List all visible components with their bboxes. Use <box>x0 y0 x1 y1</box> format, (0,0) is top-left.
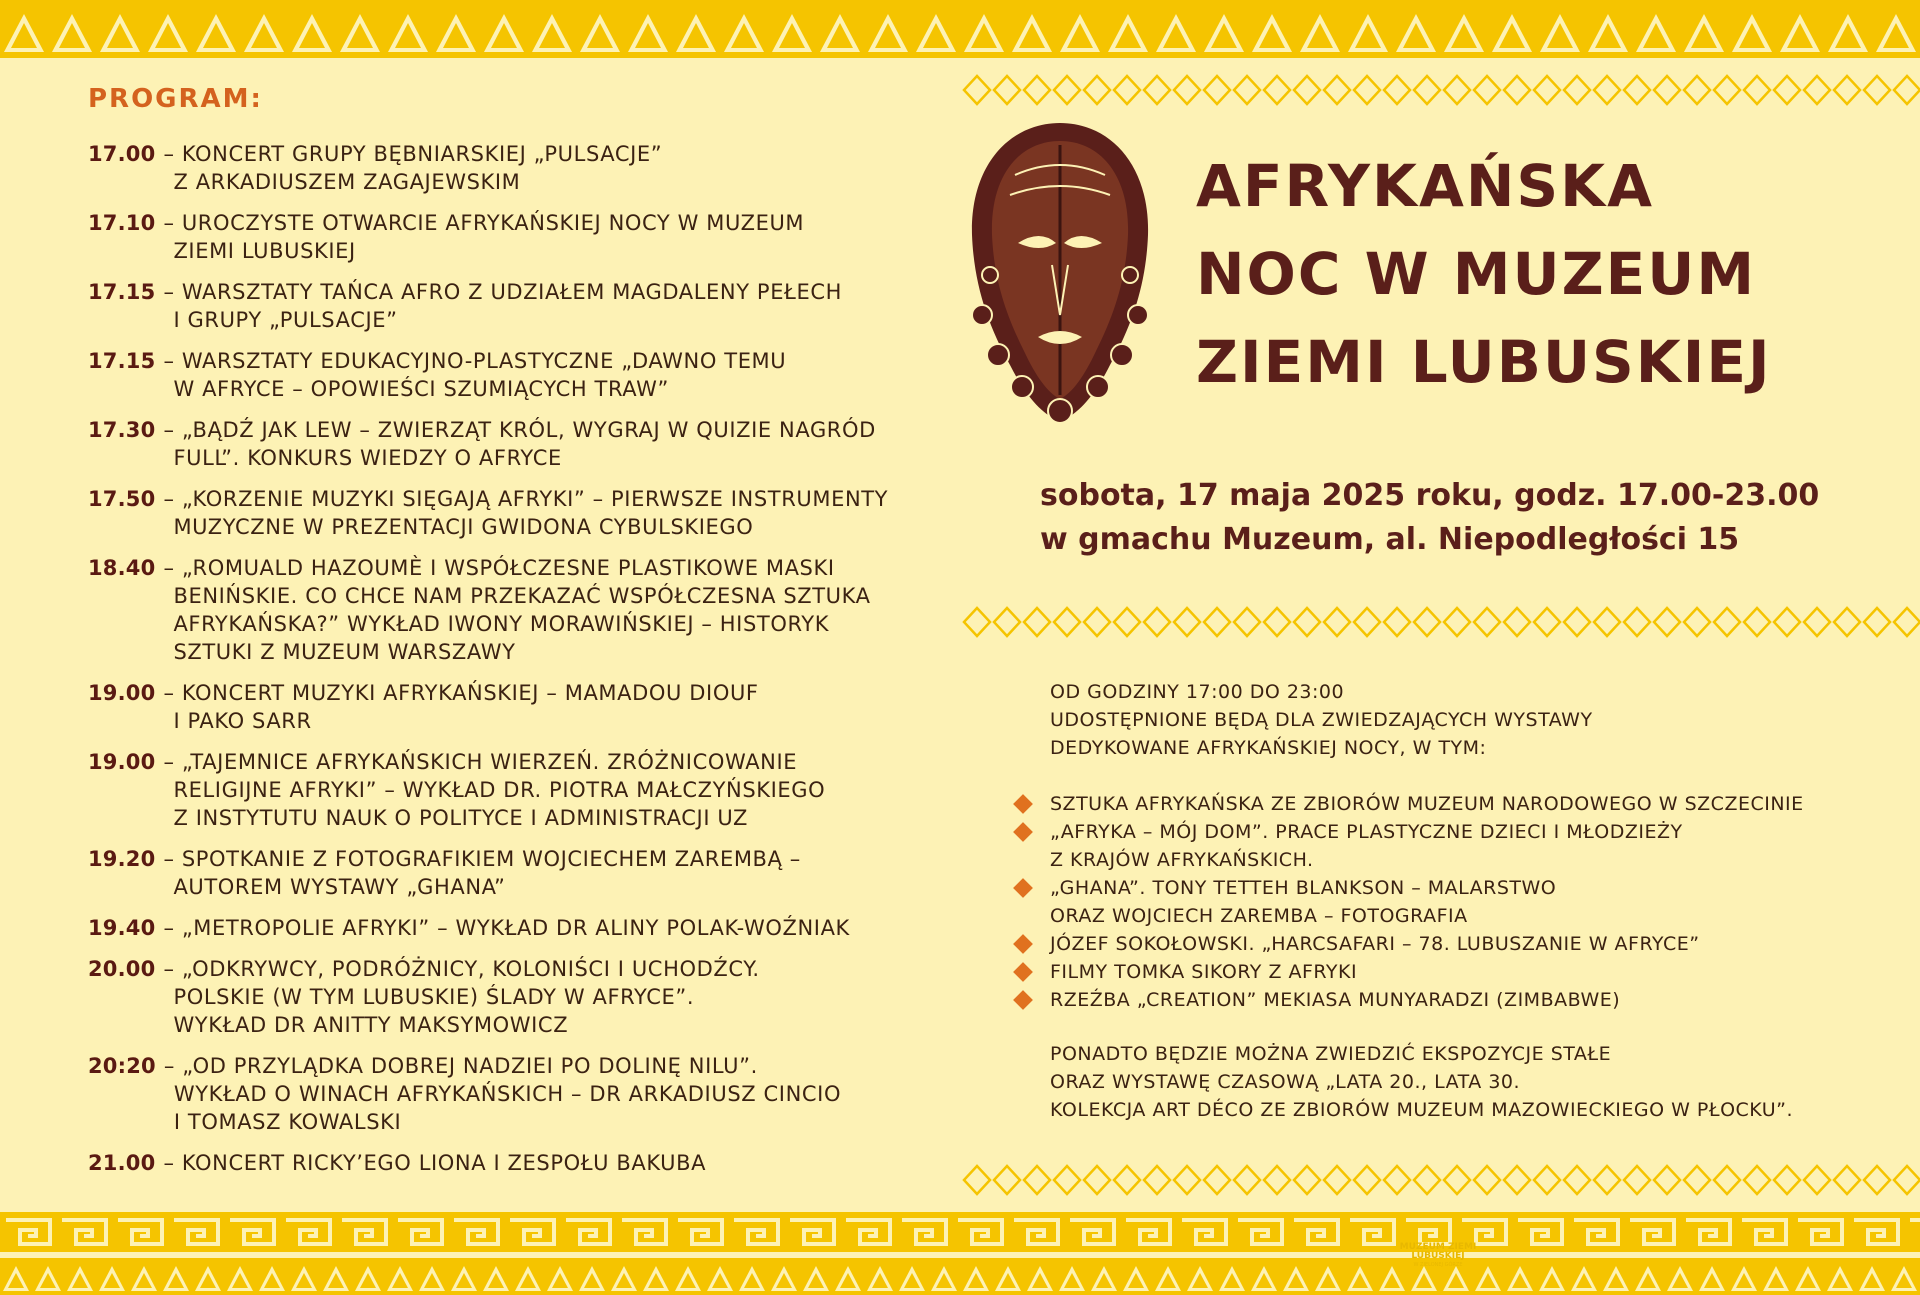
exhibitions-extra <box>1050 1040 1793 1124</box>
program-description-line: – „KORZENIE MUZYKI SIĘGAJĄ AFRYKI” – PIERWSZE INSTRUMENTY <box>163 487 889 511</box>
diamond-bullet-icon <box>1013 962 1033 982</box>
program-time: 17.30 <box>88 418 156 442</box>
diamond-band-middle <box>962 604 1920 640</box>
program-item <box>88 416 928 472</box>
program-description <box>155 278 928 334</box>
title-line: ZIEMI LUBUSKIEJ <box>1196 328 1772 396</box>
program-description-line: W AFRYCE – OPOWIEŚCI SZUMIĄCYCH TRAW” <box>173 377 669 401</box>
program-description-line: SZTUKI Z MUZEUM WARSZAWY <box>173 640 516 664</box>
program-description <box>155 347 928 403</box>
program-time: 19.20 <box>88 847 156 871</box>
program-description-line: Z INSTYTUTU NAUK O POLITYCE I ADMINISTRACJI UZ <box>173 806 748 830</box>
program-description <box>156 1052 928 1136</box>
program-description-line: ZIEMI LUBUSKIEJ <box>173 239 356 263</box>
program-description <box>155 679 928 735</box>
diamond-bullet-icon <box>1013 794 1033 814</box>
program-description <box>155 554 928 666</box>
title-line: AFRYKAŃSKA <box>1196 152 1654 220</box>
program-item <box>88 485 928 541</box>
extra-line: PONADTO BĘDZIE MOŻNA ZWIEDZIĆ EKSPOZYCJE STAŁE <box>1050 1043 1612 1065</box>
intro-line: DEDYKOWANE AFRYKAŃSKIEJ NOCY, W TYM: <box>1050 737 1487 759</box>
intro-line: OD GODZINY 17:00 DO 23:00 <box>1050 681 1345 703</box>
program-description <box>155 416 928 472</box>
exhibition-item <box>1010 986 1910 1014</box>
program-time: 20.00 <box>88 957 156 981</box>
exhibition-line: „AFRYKA – MÓJ DOM”. PRACE PLASTYCZNE DZIECI I MŁODZIEŻY <box>1050 821 1683 843</box>
extra-line: KOLEKCJA ART DÉCO ZE ZBIORÓW MUZEUM MAZOWIECKIEGO W PŁOCKU”. <box>1050 1099 1794 1121</box>
intro-line: UDOSTĘPNIONE BĘDĄ DLA ZWIEDZAJĄCYCH WYSTAWY <box>1050 709 1593 731</box>
program-item <box>88 914 928 942</box>
logo-sub: W ZIELONEJ GÓRZE <box>1413 1262 1463 1268</box>
exhibition-line: JÓZEF SOKOŁOWSKI. „HARCSAFARI – 78. LUBUSZANIE W AFRYCE” <box>1050 933 1700 955</box>
program-description-line: – UROCZYSTE OTWARCIE AFRYKAŃSKIEJ NOCY W MUZEUM <box>163 211 805 235</box>
program-time: 17.10 <box>88 211 156 235</box>
program-description-line: I TOMASZ KOWALSKI <box>173 1110 402 1134</box>
exhibition-item <box>1010 790 1910 818</box>
program-description <box>155 485 928 541</box>
program-description-line: AFRYKAŃSKA?” WYKŁAD IWONY MORAWIŃSKIEJ – HISTORYK <box>173 612 830 636</box>
program-time: 21.00 <box>88 1151 156 1175</box>
exhibition-item <box>1010 930 1910 958</box>
exhibition-line: RZEŹBA „CREATION” MEKIASA MUNYARADZI (ZIMBABWE) <box>1050 989 1621 1011</box>
program-description-line: – „TAJEMNICE AFRYKAŃSKICH WIERZEŃ. ZRÓŻNICOWANIE <box>163 750 798 774</box>
exhibition-line: ORAZ WOJCIECH ZAREMBA – FOTOGRAFIA <box>1050 905 1468 927</box>
program-time: 20:20 <box>88 1054 156 1078</box>
program-description <box>155 955 928 1039</box>
title-line: NOC W MUZEUM <box>1196 240 1757 308</box>
program-description <box>155 748 928 832</box>
program-description-line: – WARSZTATY EDUKACYJNO-PLASTYCZNE „DAWNO TEMU <box>163 349 787 373</box>
logo-name: MUZEUM ZIEMI LUBUSKIEJ <box>1399 1242 1477 1261</box>
program-item <box>88 679 928 735</box>
museum-logo <box>1386 1243 1490 1270</box>
program-description-line: – „BĄDŹ JAK LEW – ZWIERZĄT KRÓL, WYGRAJ W QUIZIE NAGRÓD <box>163 418 876 442</box>
program-item <box>88 748 928 832</box>
program-description-line: Z ARKADIUSZEM ZAGAJEWSKIM <box>173 170 521 194</box>
program-description-line: – „ODKRYWCY, PODRÓŻNICY, KOLONIŚCI I UCHODŹCY. <box>163 957 760 981</box>
program-list <box>88 140 928 1190</box>
exhibitions-intro <box>1050 678 1900 762</box>
program-time: 17.15 <box>88 349 156 373</box>
program-description-line: – „OD PRZYLĄDKA DOBREJ NADZIEI PO DOLINĘ NILU”. <box>163 1054 758 1078</box>
program-description-line: WYKŁAD O WINACH AFRYKAŃSKICH – DR ARKADIUSZ CINCIO <box>173 1082 842 1106</box>
program-description-line: MUZYCZNE W PREZENTACJI GWIDONA CYBULSKIEGO <box>173 515 754 539</box>
exhibition-item <box>1010 874 1910 930</box>
program-description-line: FULL”. KONKURS WIEDZY O AFRYCE <box>173 446 562 470</box>
program-item <box>88 845 928 901</box>
exhibition-item <box>1010 958 1910 986</box>
event-place: w gmachu Muzeum, al. Niepodległości 15 <box>1040 522 1740 557</box>
program-description-line: – KONCERT MUZYKI AFRYKAŃSKIEJ – MAMADOU DIOUF <box>163 681 759 705</box>
program-description-line: – KONCERT GRUPY BĘBNIARSKIEJ „PULSACJE” <box>163 142 663 166</box>
program-description-line: – KONCERT RICKY’EGO LIONA I ZESPOŁU BAKUBA <box>163 1151 707 1175</box>
event-date: sobota, 17 maja 2025 roku, godz. 17.00-23.00 <box>1040 478 1820 513</box>
diamond-bullet-icon <box>1013 934 1033 954</box>
diamond-bullet-icon <box>1013 990 1033 1010</box>
program-description <box>155 140 928 196</box>
program-time: 17.15 <box>88 280 156 304</box>
exhibition-item <box>1010 818 1910 874</box>
program-item <box>88 1149 928 1177</box>
program-description-line: BENIŃSKIE. CO CHCE NAM PRZEKAZAĆ WSPÓŁCZESNA SZTUKA <box>173 584 871 608</box>
program-description <box>155 209 928 265</box>
exhibition-line: Z KRAJÓW AFRYKAŃSKICH. <box>1050 849 1314 871</box>
diamond-band-top <box>962 72 1920 108</box>
program-description <box>155 914 928 942</box>
program-time: 17.00 <box>88 142 156 166</box>
exhibition-line: FILMY TOMKA SIKORY Z AFRYKI <box>1050 961 1358 983</box>
bottom-triangle-border <box>0 1258 1920 1295</box>
program-description <box>155 845 928 901</box>
program-item <box>88 140 928 196</box>
program-item <box>88 955 928 1039</box>
program-item <box>88 278 928 334</box>
program-time: 19.00 <box>88 750 156 774</box>
event-date-place <box>1040 474 1819 562</box>
bottom-key-border <box>0 1212 1920 1252</box>
program-description-line: I PAKO SARR <box>173 709 312 733</box>
exhibitions-list <box>1010 790 1910 1014</box>
program-time: 17.50 <box>88 487 156 511</box>
program-time: 18.40 <box>88 556 156 580</box>
event-title <box>1196 142 1772 406</box>
exhibition-line: SZTUKA AFRYKAŃSKA ZE ZBIORÓW MUZEUM NARODOWEGO W SZCZECINIE <box>1050 793 1804 815</box>
program-item <box>88 1052 928 1136</box>
program-description-line: I GRUPY „PULSACJE” <box>173 308 398 332</box>
program-description-line: POLSKIE (W TYM LUBUSKIE) ŚLADY W AFRYCE”. <box>173 985 695 1009</box>
program-item <box>88 347 928 403</box>
program-heading: PROGRAM: <box>88 84 263 114</box>
extra-line: ORAZ WYSTAWĘ CZASOWĄ „LATA 20., LATA 30. <box>1050 1071 1521 1093</box>
program-item <box>88 209 928 265</box>
exhibition-line: „GHANA”. TONY TETTEH BLANKSON – MALARSTWO <box>1050 877 1557 899</box>
program-description-line: – WARSZTATY TAŃCA AFRO Z UDZIAŁEM MAGDALENY PEŁECH <box>163 280 842 304</box>
african-mask-illustration <box>960 115 1160 430</box>
diamond-bullet-icon <box>1013 878 1033 898</box>
top-triangle-border <box>0 0 1920 58</box>
program-time: 19.00 <box>88 681 156 705</box>
diamond-band-bottom <box>962 1162 1920 1198</box>
program-description-line: WYKŁAD DR ANITTY MAKSYMOWICZ <box>173 1013 569 1037</box>
program-description-line: – „METROPOLIE AFRYKI” – WYKŁAD DR ALINY POLAK-WOŹNIAK <box>163 916 850 940</box>
program-item <box>88 554 928 666</box>
diamond-bullet-icon <box>1013 822 1033 842</box>
program-description-line: – „ROMUALD HAZOUMÈ I WSPÓŁCZESNE PLASTIKOWE MASKI <box>163 556 835 580</box>
program-description-line: – SPOTKANIE Z FOTOGRAFIKIEM WOJCIECHEM ZAREMBĄ – <box>163 847 801 871</box>
program-time: 19.40 <box>88 916 156 940</box>
program-description <box>155 1149 928 1177</box>
program-description-line: RELIGIJNE AFRYKI” – WYKŁAD DR. PIOTRA MAŁCZYŃSKIEGO <box>173 778 826 802</box>
program-description-line: AUTOREM WYSTAWY „GHANA” <box>173 875 506 899</box>
